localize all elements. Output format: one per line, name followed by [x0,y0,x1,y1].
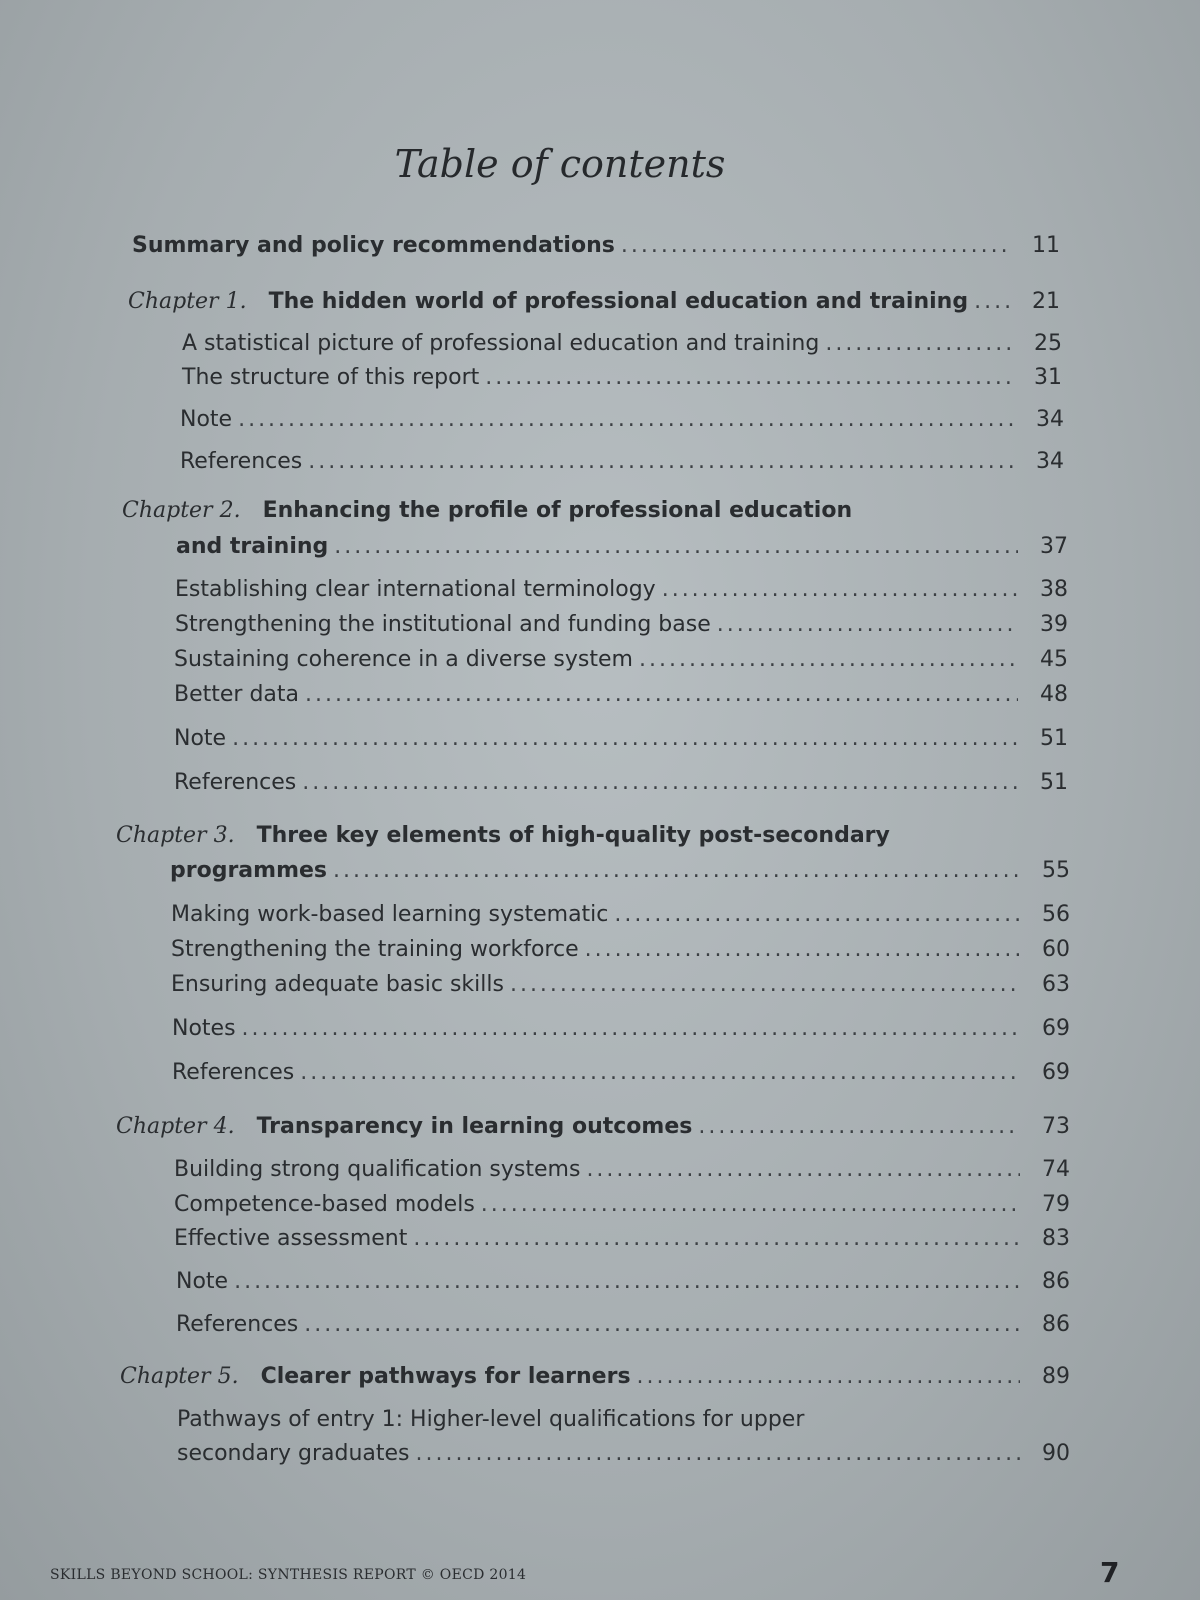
toc-entry[interactable] [176,1311,1070,1339]
toc-entry-page: 60 [1042,937,1070,962]
toc-entry-label: Better data [174,682,300,707]
toc-entry-page: 86 [1042,1312,1070,1337]
chapter-title: Transparency in learning outcomes [256,1114,693,1139]
toc-entry-label: Strengthening the training workforce [171,937,579,962]
toc-entry-label: Note [180,407,233,432]
toc-entry[interactable] [180,448,1064,476]
dot-leader [416,1440,1020,1468]
dot-leader [305,681,1018,709]
dot-leader [974,288,1010,316]
toc-entry-label: Notes [172,1016,236,1041]
toc-entry-page: 69 [1042,1016,1070,1041]
toc-entry-label: Making work-based learning systematic [171,902,609,927]
dot-leader [586,1156,1020,1184]
toc-entry-page: 90 [1042,1441,1070,1466]
dot-leader [698,1113,1020,1141]
toc-entry-label: Note [176,1269,229,1294]
toc-entry-page: 39 [1040,612,1068,637]
toc-entry-summary[interactable] [132,232,1060,260]
dot-leader [825,330,1012,358]
toc-entry-page: 83 [1042,1226,1070,1251]
toc-entry-page: 45 [1040,647,1068,672]
dot-leader [242,1015,1020,1043]
chapter-number: Chapter 2. [122,498,241,523]
toc-entry[interactable] [171,936,1070,964]
toc-entry-line1 [177,1406,804,1434]
chapter-number: Chapter 5. [120,1364,239,1389]
toc-entry[interactable] [176,1268,1070,1296]
chapter-title-continued: programmes [170,858,328,883]
toc-chapter-5[interactable] [120,1363,1070,1391]
dot-leader [334,533,1018,561]
toc-entry[interactable] [174,1156,1070,1184]
chapter-title: Clearer pathways for learners [260,1364,631,1389]
toc-entry[interactable] [172,1015,1070,1043]
toc-chapter-3[interactable] [170,857,1070,885]
toc-entry-page: 86 [1042,1269,1070,1294]
dot-leader [300,1059,1020,1087]
dot-leader [717,611,1018,639]
toc-entry-label: A statistical picture of professional education and training [182,331,820,356]
toc-entry-label-continued: secondary graduates [177,1441,410,1466]
dot-leader [333,857,1020,885]
dot-leader [510,971,1020,999]
toc-entry-page: 25 [1034,331,1062,356]
toc-chapter-3-heading [116,822,890,850]
dot-leader [413,1225,1020,1253]
running-footer: SKILLS BEYOND SCHOOL: SYNTHESIS REPORT © OECD 2014 [50,1567,527,1583]
toc-entry[interactable] [174,1225,1070,1253]
chapter-number: Chapter 3. [116,823,235,848]
page-title: Table of contents [394,142,726,186]
toc-entry-label: References [174,770,297,795]
toc-entry-label: Pathways of entry 1: Higher-level qualifications for upper [177,1407,805,1432]
toc-chapter-1[interactable] [128,288,1060,316]
toc-entry-page: 69 [1042,1060,1070,1085]
toc-entry-page: 38 [1040,577,1068,602]
dot-leader [614,901,1020,929]
chapter-title: Enhancing the profile of professional education [262,498,853,523]
chapter-number: Chapter 4. [116,1114,235,1139]
toc-entry-page: 34 [1036,449,1064,474]
toc-entry-page: 34 [1036,407,1064,432]
toc-entry[interactable] [174,769,1068,797]
chapter-title: Three key elements of high-quality post-secondary [256,823,890,848]
chapter-number: Chapter 1. [128,289,247,314]
dot-leader [234,1268,1020,1296]
toc-entry-page: 48 [1040,682,1068,707]
toc-entry-label: References [176,1312,299,1337]
dot-leader [621,232,1010,260]
toc-chapter-2[interactable] [176,533,1068,561]
toc-entry[interactable] [177,1440,1070,1468]
toc-entry-label: Building strong qualification systems [174,1157,581,1182]
toc-entry-label: Competence-based models [174,1192,475,1217]
toc-entry-label: Sustaining coherence in a diverse system [174,647,633,672]
toc-chapter-4[interactable] [116,1113,1070,1141]
toc-entry-label: Establishing clear international terminology [175,577,656,602]
toc-entry-label: Strengthening the institutional and funding base [175,612,711,637]
toc-entry-page: 74 [1042,1157,1070,1182]
toc-entry[interactable] [174,681,1068,709]
toc-entry-label: Note [174,726,227,751]
dot-leader [585,936,1020,964]
toc-entry[interactable] [182,330,1062,358]
dot-leader [485,364,1012,392]
dot-leader [304,1311,1020,1339]
toc-entry-page: 51 [1040,770,1068,795]
toc-entry-page: 89 [1042,1364,1070,1389]
dot-leader [308,448,1014,476]
toc-entry[interactable] [174,1191,1070,1219]
toc-entry-page: 37 [1040,534,1068,559]
toc-entry-page: 11 [1032,233,1060,258]
chapter-title-continued: and training [176,534,329,559]
dot-leader [637,1363,1020,1391]
toc-entry[interactable] [175,611,1068,639]
toc-entry[interactable] [174,725,1068,753]
toc-entry-label: References [180,449,303,474]
toc-entry[interactable] [182,364,1062,392]
toc-entry-page: 55 [1042,858,1070,883]
chapter-title: The hidden world of professional education and training [268,289,969,314]
dot-leader [238,406,1014,434]
toc-entry[interactable] [180,406,1064,434]
toc-entry-label: Summary and policy recommendations [132,233,615,258]
dot-leader [302,769,1018,797]
toc-entry[interactable] [171,971,1070,999]
toc-entry-page: 73 [1042,1114,1070,1139]
toc-entry-page: 56 [1042,902,1070,927]
toc-entry-page: 63 [1042,972,1070,997]
toc-entry-label: The structure of this report [182,365,480,390]
toc-entry-label: Effective assessment [174,1226,408,1251]
dot-leader [481,1191,1020,1219]
dot-leader [232,725,1018,753]
toc-entry-page: 51 [1040,726,1068,751]
toc-entry[interactable] [175,576,1068,604]
toc-entry-page: 31 [1034,365,1062,390]
toc-entry[interactable] [172,1059,1070,1087]
toc-entry[interactable] [174,646,1068,674]
toc-chapter-2-heading [122,497,852,525]
page-number: 7 [1100,1556,1120,1589]
toc-entry[interactable] [171,901,1070,929]
toc-entry-label: Ensuring adequate basic skills [171,972,504,997]
toc-entry-page: 21 [1032,289,1060,314]
dot-leader [662,576,1018,604]
toc-entry-label: References [172,1060,295,1085]
toc-entry-page: 79 [1042,1192,1070,1217]
dot-leader [639,646,1018,674]
